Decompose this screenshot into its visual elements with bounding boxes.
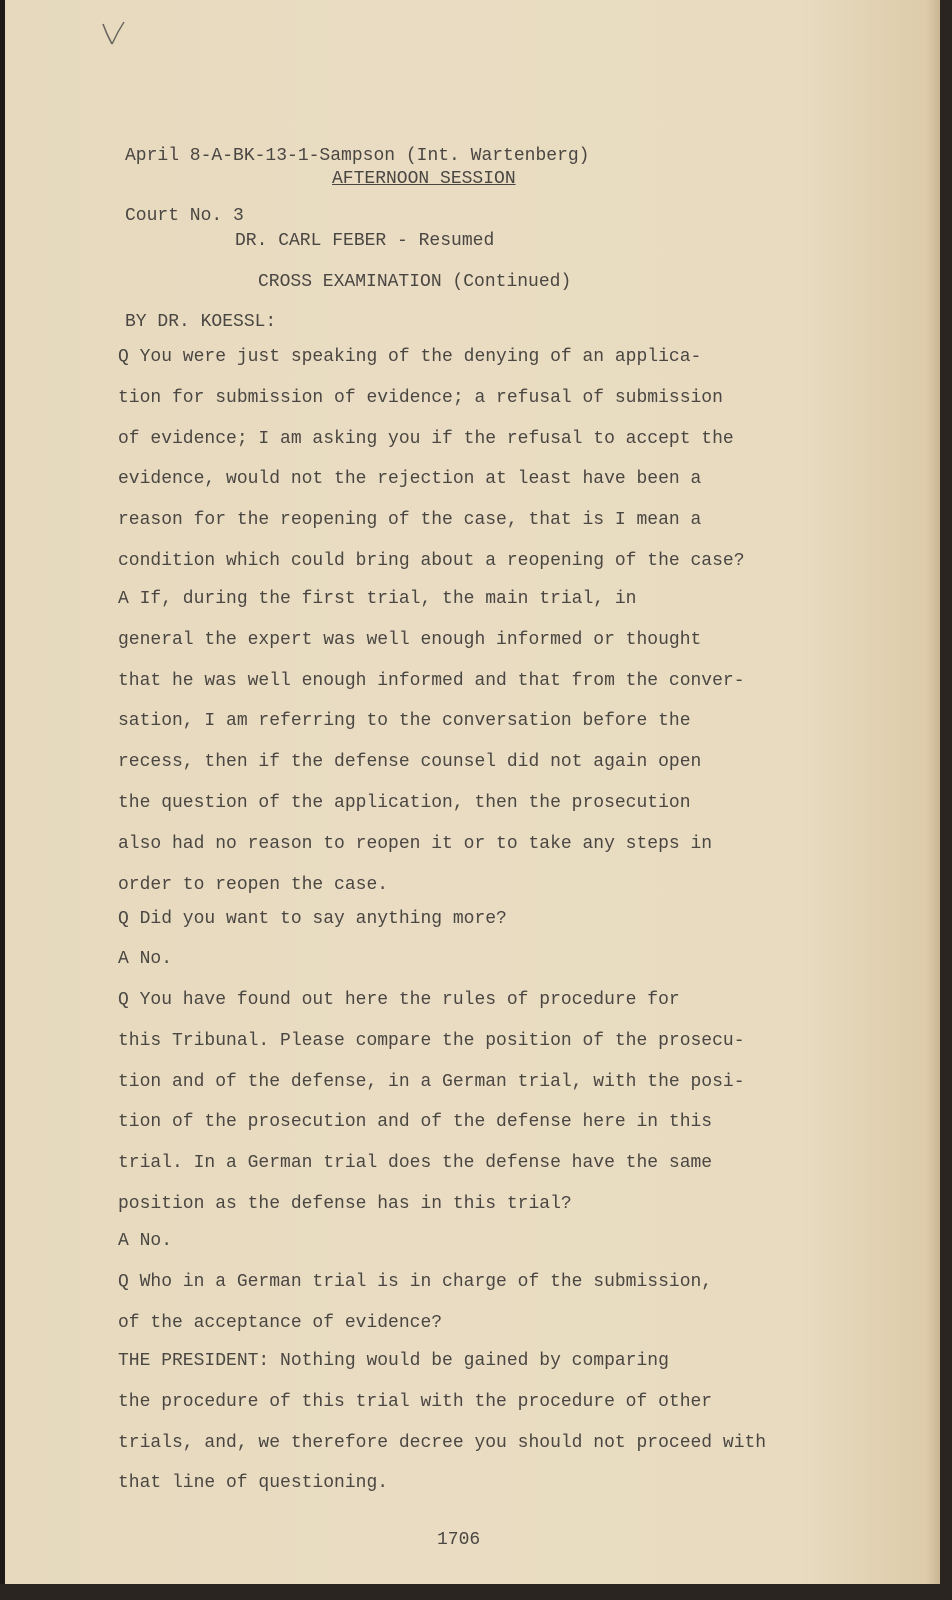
session-title: AFTERNOON SESSION (332, 169, 516, 189)
pencil-check-mark-icon (100, 18, 126, 50)
examination-line: CROSS EXAMINATION (Continued) (258, 272, 572, 292)
header-court-line: Court No. 3 (125, 206, 244, 226)
witness-line: DR. CARL FEBER - Resumed (235, 231, 495, 251)
transcript-paragraph: A No. (118, 1231, 173, 1251)
transcript-paragraph: Q Who in a German trial is in charge of the submission, of the acceptance of evidence? (118, 1272, 713, 1333)
transcript-paragraph: THE PRESIDENT: Nothing would be gained by comparing the procedure of this trial with the procedure of other trials, and, we therefore decree you should not proceed with that line of questioning. (118, 1351, 767, 1494)
header-docket-line: April 8-A-BK-13-1-Sampson (Int. Wartenberg) (125, 146, 590, 166)
transcript-paragraph: Q Did you want to say anything more? (118, 909, 507, 929)
page-number: 1706 (437, 1530, 481, 1550)
transcript-paragraph: Q You have found out here the rules of procedure for this Tribunal. Please compare the position of the prosecu- tion and of the defense, in a German trial, with the posi- tion of the prosecution and of the defense here in this trial. In a German trial does the defense have the same position as the defense has in this trial? (118, 990, 745, 1214)
page-right-shadow (926, 0, 940, 1592)
page-bottom-edge (0, 1584, 940, 1592)
examiner-line: BY DR. KOESSL: (125, 312, 277, 332)
transcript-paragraph: Q You were just speaking of the denying of an applica- tion for submission of evidence; a refusal of submission of evidence; I am asking you if the refusal to accept the evidence, would not the rejection at least have been a reason for the reopening of the case, that is I mean a condition which could bring about a reopening of the case? (118, 347, 745, 571)
transcript-paragraph: A No. (118, 949, 173, 969)
page-left-edge (0, 0, 5, 1592)
transcript-paragraph: A If, during the first trial, the main trial, in general the expert was well enough informed or thought that he was well enough informed and that from the conver- sation, I am referring to the conversation before the recess, then if the defense counsel did not again open the question of the application, then the prosecution also had no reason to reopen it or to take any steps in order to reopen the case. (118, 589, 745, 895)
